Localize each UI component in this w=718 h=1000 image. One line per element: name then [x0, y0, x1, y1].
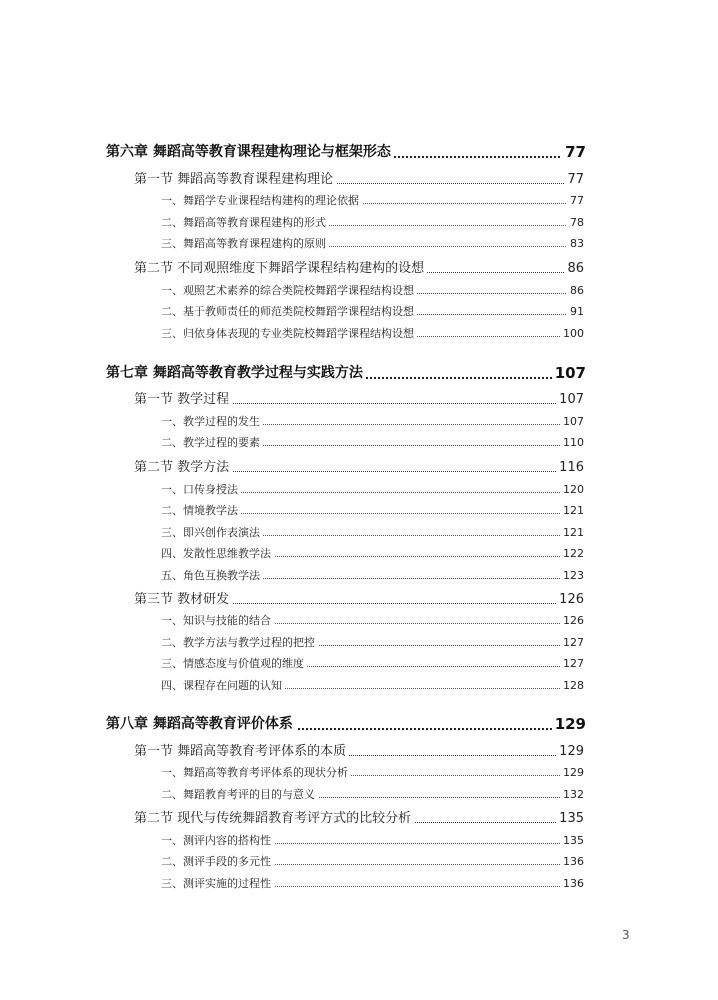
toc-page-number: 132	[560, 784, 584, 806]
toc-item	[0, 190, 718, 212]
toc-title: 三、归依身体表现的专业类院校舞蹈学课程结构设想	[161, 323, 417, 345]
toc-chapter	[0, 362, 718, 384]
toc-title: 第一节 教学过程	[134, 389, 232, 411]
toc-chapter	[0, 713, 718, 735]
toc-item	[0, 543, 718, 565]
toc-page-number: 135	[556, 808, 584, 830]
toc-page-number: 83	[567, 233, 584, 255]
toc-title: 二、情境教学法	[161, 500, 241, 522]
toc-page-number: 128	[560, 675, 584, 697]
toc-page-number: 126	[556, 589, 584, 611]
toc-title: 第一节 舞蹈高等教育考评体系的本质	[134, 741, 349, 763]
toc-item	[0, 873, 718, 895]
page-number: 3	[622, 928, 630, 942]
toc-section	[0, 741, 718, 763]
toc-item	[0, 675, 718, 697]
toc-item	[0, 212, 718, 234]
toc-page-number: 127	[560, 653, 584, 675]
toc-title: 三、情感态度与价值观的维度	[161, 653, 307, 675]
toc-page-number: 107	[552, 362, 586, 384]
toc-page-number: 121	[560, 522, 584, 544]
toc-title: 一、口传身授法	[161, 479, 241, 501]
toc-item	[0, 851, 718, 873]
toc-page-number: 126	[560, 610, 584, 632]
toc-item	[0, 323, 718, 345]
toc-page-number: 123	[560, 565, 584, 587]
toc-title: 二、基于教师责任的师范类院校舞蹈学课程结构设想	[161, 301, 417, 323]
toc-page-number: 136	[560, 851, 584, 873]
toc-title: 第七章 舞蹈高等教育教学过程与实践方法	[106, 362, 366, 384]
toc-section	[0, 589, 718, 611]
toc-page-number: 77	[567, 190, 584, 212]
toc-title: 一、舞蹈高等教育考评体系的现状分析	[161, 762, 351, 784]
toc-item	[0, 233, 718, 255]
toc-title: 二、测评手段的多元性	[161, 851, 274, 873]
toc-title: 四、课程存在问题的认知	[161, 675, 285, 697]
toc-item	[0, 762, 718, 784]
toc-title: 三、即兴创作表演法	[161, 522, 263, 544]
toc-item	[0, 565, 718, 587]
toc-page-number: 129	[560, 762, 584, 784]
toc-item	[0, 411, 718, 433]
toc-page-number: 116	[556, 457, 584, 479]
toc-title: 一、知识与技能的结合	[161, 610, 274, 632]
toc-item	[0, 522, 718, 544]
toc-page-number: 120	[560, 479, 584, 501]
toc-title: 二、教学方法与教学过程的把控	[161, 632, 318, 654]
toc-title: 二、舞蹈高等教育课程建构的形式	[161, 212, 329, 234]
toc-page-number: 136	[560, 873, 584, 895]
toc-page-number: 110	[560, 432, 584, 454]
toc-item	[0, 632, 718, 654]
toc-title: 第三节 教材研发	[134, 589, 232, 611]
toc-section	[0, 169, 718, 191]
toc-page-number: 77	[564, 169, 584, 191]
toc-item	[0, 479, 718, 501]
toc-item	[0, 610, 718, 632]
toc-item	[0, 500, 718, 522]
toc-title: 第六章 舞蹈高等教育课程建构理论与框架形态	[106, 141, 394, 163]
toc-title: 一、测评内容的搭构性	[161, 830, 274, 852]
toc-title: 三、舞蹈高等教育课程建构的原则	[161, 233, 329, 255]
toc-item	[0, 301, 718, 323]
toc-chapter	[0, 141, 718, 163]
toc-title: 二、舞蹈教育考评的目的与意义	[161, 784, 318, 806]
toc-page-number: 86	[567, 280, 584, 302]
toc-section	[0, 258, 718, 280]
toc-item	[0, 830, 718, 852]
toc-section	[0, 389, 718, 411]
toc-title: 第二节 教学方法	[134, 457, 232, 479]
toc-page-number: 107	[556, 389, 584, 411]
toc-page-number: 129	[556, 741, 584, 763]
toc-title: 一、观照艺术素养的综合类院校舞蹈学课程结构设想	[161, 280, 417, 302]
toc-section	[0, 808, 718, 830]
toc-title: 第一节 舞蹈高等教育课程建构理论	[134, 169, 336, 191]
toc-title: 五、角色互换教学法	[161, 565, 263, 587]
toc-page-number: 100	[560, 323, 584, 345]
toc-page-number: 127	[560, 632, 584, 654]
toc-page-number: 107	[560, 411, 584, 433]
toc-section	[0, 457, 718, 479]
toc-page-number: 86	[564, 258, 584, 280]
toc-page-number: 121	[560, 500, 584, 522]
toc-item	[0, 784, 718, 806]
toc-title: 二、教学过程的要素	[161, 432, 263, 454]
toc-title: 四、发散性思维教学法	[161, 543, 274, 565]
toc-page-number: 77	[562, 141, 586, 163]
toc-title: 一、舞蹈学专业课程结构建构的理论依据	[161, 190, 362, 212]
toc-title: 第八章 舞蹈高等教育评价体系	[106, 713, 296, 735]
toc-title: 第二节 现代与传统舞蹈教育考评方式的比较分析	[134, 808, 414, 830]
toc-title: 第二节 不同观照维度下舞蹈学课程结构建构的设想	[134, 258, 427, 280]
toc-item	[0, 653, 718, 675]
toc-title: 一、教学过程的发生	[161, 411, 263, 433]
toc-page-number: 78	[567, 212, 584, 234]
toc-page-number: 135	[560, 830, 584, 852]
toc-title: 三、测评实施的过程性	[161, 873, 274, 895]
toc-page-number: 129	[552, 713, 586, 735]
toc-item	[0, 280, 718, 302]
toc-item	[0, 432, 718, 454]
toc-page-number: 122	[560, 543, 584, 565]
toc-page-number: 91	[567, 301, 584, 323]
